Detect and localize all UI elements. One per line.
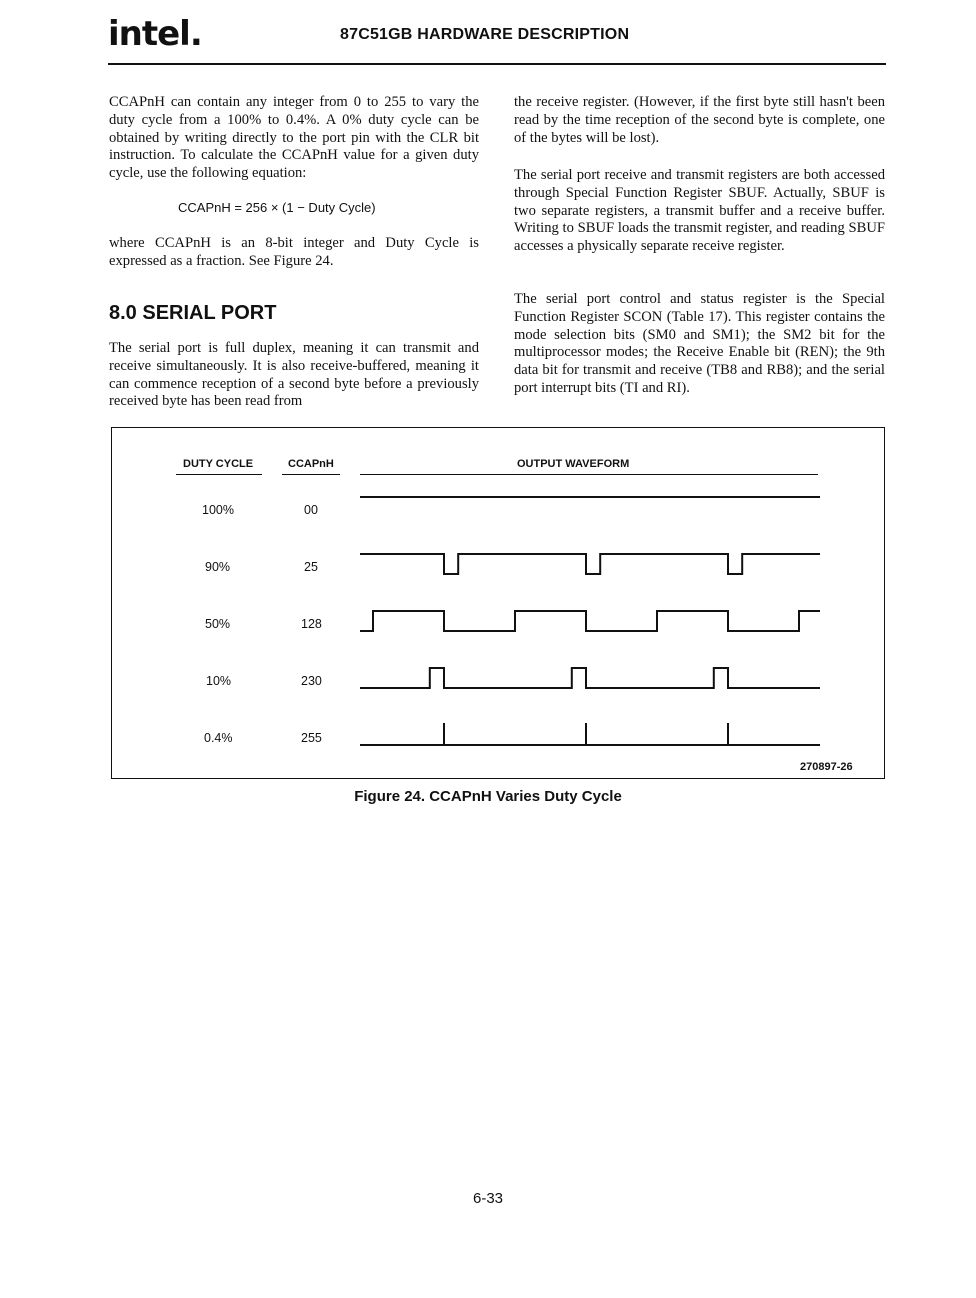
waveform-row-2 bbox=[360, 554, 820, 574]
page-header-title: 87C51GB HARDWARE DESCRIPTION bbox=[340, 26, 630, 43]
ccapnh-equation: CCAPnH = 256 × (1 − Duty Cycle) bbox=[178, 200, 376, 215]
waveform-row-5 bbox=[360, 723, 820, 745]
duty-cell-row-4: 10% bbox=[206, 674, 232, 688]
ccapnh-cell-row-3: 128 bbox=[301, 617, 322, 631]
intel-logo: intel. bbox=[108, 14, 202, 54]
page-number: 6-33 bbox=[472, 1190, 504, 1207]
left-paragraph-3: The serial port is full duplex, meaning it can transmit and receive simultaneously. It is also receive-buffered, meaning it can commence reception of a second byte before a previously received byte has been read from bbox=[109, 340, 479, 410]
duty-cell-row-1: 100% bbox=[202, 503, 234, 517]
figure-caption: Figure 24. CCAPnH Varies Duty Cycle bbox=[354, 788, 622, 805]
ccapnh-header: CCAPnH bbox=[288, 458, 334, 470]
figure-id: 270897-26 bbox=[800, 761, 853, 773]
ccapnh-cell-row-1: 00 bbox=[304, 503, 318, 517]
left-paragraph-1: CCAPnH can contain any integer from 0 to 255 to vary the duty cycle from a 100% to 0.4%. A 0% duty cycle can be obtained by writing directly to the port pin with the CLR bit instruction. To calculate the CCAPnH value for a given duty cycle, use the following equation: bbox=[109, 94, 479, 182]
section-heading: 8.0 SERIAL PORT bbox=[109, 302, 277, 324]
ccapnh-cell-row-2: 25 bbox=[304, 560, 318, 574]
duty-cell-row-2: 90% bbox=[205, 560, 231, 574]
ccapnh-cell-row-5: 255 bbox=[301, 731, 322, 745]
right-paragraph-3: The serial port control and status register is the Special Function Register SCON (Table 17). This register contains the mode selection bits (SM0 and SM1); the SM2 bit for the multiprocessor modes; the Receive Enable bit (REN); the 9th data bit for transmit and receive (TB8 and RB8); and the serial port interrupt bits (TI and RI). bbox=[514, 291, 885, 396]
duty-cell-row-5: 0.4% bbox=[204, 731, 233, 745]
waveform-row-3 bbox=[360, 611, 820, 631]
left-paragraph-2: where CCAPnH is an 8-bit integer and Duty Cycle is expressed as a fraction. See Figure 24. bbox=[109, 235, 479, 269]
waveform-row-4 bbox=[360, 668, 820, 688]
right-paragraph-2: The serial port receive and transmit registers are both accessed through Special Function Register SBUF. Actually, SBUF is two separate registers, a transmit buffer and a receive buffer. Writing to SBUF loads the transmit register, and reading SBUF accesses a physically separate receive register. bbox=[514, 167, 885, 255]
ccapnh-cell-row-4: 230 bbox=[301, 674, 322, 688]
duty-cycle-header: DUTY CYCLE bbox=[183, 458, 254, 470]
right-paragraph-1: the receive register. (However, if the first byte still hasn't been read by the time reception of the second byte is complete, one of the bytes will be lost). bbox=[514, 94, 885, 146]
waveform-header: OUTPUT WAVEFORM bbox=[517, 458, 630, 470]
duty-cell-row-3: 50% bbox=[205, 617, 231, 631]
